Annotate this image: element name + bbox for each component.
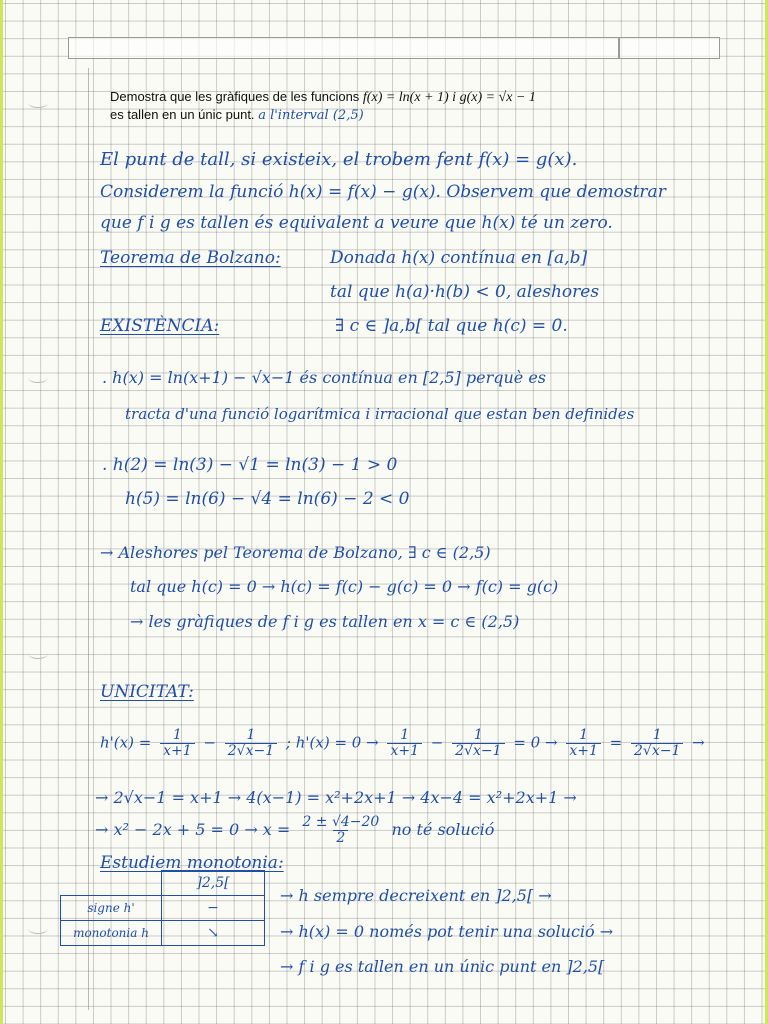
table-corner — [61, 871, 162, 896]
statement-line-2: es tallen en un únic punt. a l'interval (2,5) — [110, 107, 364, 123]
unicitat-title: UNICITAT: — [100, 682, 194, 702]
monotonia-title: Estudiem monotonia: — [100, 853, 284, 873]
left-edge-strip — [0, 0, 3, 1024]
fraction: $\frac{1}{x+1}$ — [387, 728, 422, 759]
existencia-continuity-2: tracta d'una funció logarítmica i irracional que estan ben definides — [125, 405, 635, 423]
monotonia-conclusion-3: → f i g es tallen en un únic punt en ]2,5[ — [280, 957, 605, 976]
fraction: $\frac{2 \pm √4-20}{2}$ — [302, 814, 380, 846]
punch-hole — [28, 923, 48, 934]
line-equivalent: que f i g es tallen és equivalent a veure que h(x) té un zero. — [100, 213, 613, 233]
derivative-line: h'(x) = $\frac{1}{x+1}$ − $\frac{1}{2√x-1}$ ; h'(x) = 0 → $\frac{1}{x+1}$ − $\frac{1}{2√x-1}$ = 0 → $\frac{1}{x+1}$ = $\frac{1}{2√x-1}$ → — [100, 727, 705, 759]
punch-hole — [28, 97, 48, 108]
handwritten-interval-note: a l'interval (2,5) — [258, 108, 364, 123]
row-label-signe: signe h' — [61, 896, 162, 921]
existencia-conclusion-2: tal que h(c) = 0 → h(c) = f(c) − g(c) = 0 → f(c) = g(c) — [130, 577, 559, 596]
unicitat-line-2: → 2√x−1 = x+1 → 4(x−1) = x²+2x+1 → 4x−4 = x²+2x+1 → — [95, 788, 577, 807]
unicitat-line-3: → x² − 2x + 5 = 0 → x = $\frac{2 \pm √4-20}{2}$ no té solució — [95, 814, 495, 846]
existencia-conclusion-3: → les gràfiques de f i g es tallen en x = c ∈ (2,5) — [130, 612, 520, 631]
table-header-interval: ]2,5[ — [162, 871, 265, 896]
existencia-h2: . h(2) = ln(3) − √1 = ln(3) − 1 > 0 — [102, 455, 398, 475]
fraction: $\frac{1}{2√x-1}$ — [631, 728, 683, 759]
monotonia-table — [60, 870, 265, 946]
margin-line — [88, 68, 89, 1010]
table-row — [61, 921, 265, 946]
problem-statement — [110, 88, 650, 124]
bolzano-title: Teorema de Bolzano: — [100, 248, 281, 268]
statement-line-1: Demostra que les gràfiques de les funcions f(x) = ln(x + 1) i g(x) = √x − 1 — [110, 89, 536, 105]
line-punt-de-tall: El punt de tall, si existeix, el trobem fent f(x) = g(x). — [100, 149, 578, 170]
fraction: $\frac{1}{x+1}$ — [160, 728, 195, 759]
monotonia-conclusion-1: → h sempre decreixent en ]2,5[ → — [280, 886, 552, 905]
punch-hole — [28, 372, 48, 383]
monotonia-conclusion-2: → h(x) = 0 només pot tenir una solució → — [280, 922, 614, 941]
bolzano-line-2: tal que h(a)·h(b) < 0, aleshores — [330, 282, 600, 302]
header-box — [68, 37, 720, 59]
fraction: $\frac{1}{2√x-1}$ — [452, 728, 504, 759]
row-value-monotonia: ↘ — [162, 921, 265, 946]
punch-hole — [28, 648, 48, 659]
bolzano-line-1: Donada h(x) contínua en [a,b] — [330, 248, 588, 268]
existencia-continuity-1: . h(x) = ln(x+1) − √x−1 és contínua en [2,5] perquè es — [102, 368, 547, 387]
bolzano-line-3: ∃ c ∈ ]a,b[ tal que h(c) = 0. — [335, 316, 568, 336]
existencia-h5: h(5) = ln(6) − √4 = ln(6) − 2 < 0 — [125, 489, 410, 509]
header-divider — [618, 37, 620, 59]
line-considerem: Considerem la funció h(x) = f(x) − g(x). Observem que demostrar — [100, 182, 666, 202]
existencia-conclusion-1: → Aleshores pel Teorema de Bolzano, ∃ c ∈ (2,5) — [100, 543, 491, 562]
fraction: $\frac{1}{x+1}$ — [566, 728, 601, 759]
fraction: $\frac{1}{2√x-1}$ — [225, 728, 277, 759]
row-value-signe: − — [162, 896, 265, 921]
existencia-title: EXISTÈNCIA: — [100, 316, 220, 336]
table-row — [61, 896, 265, 921]
row-label-monotonia: monotonia h — [61, 921, 162, 946]
